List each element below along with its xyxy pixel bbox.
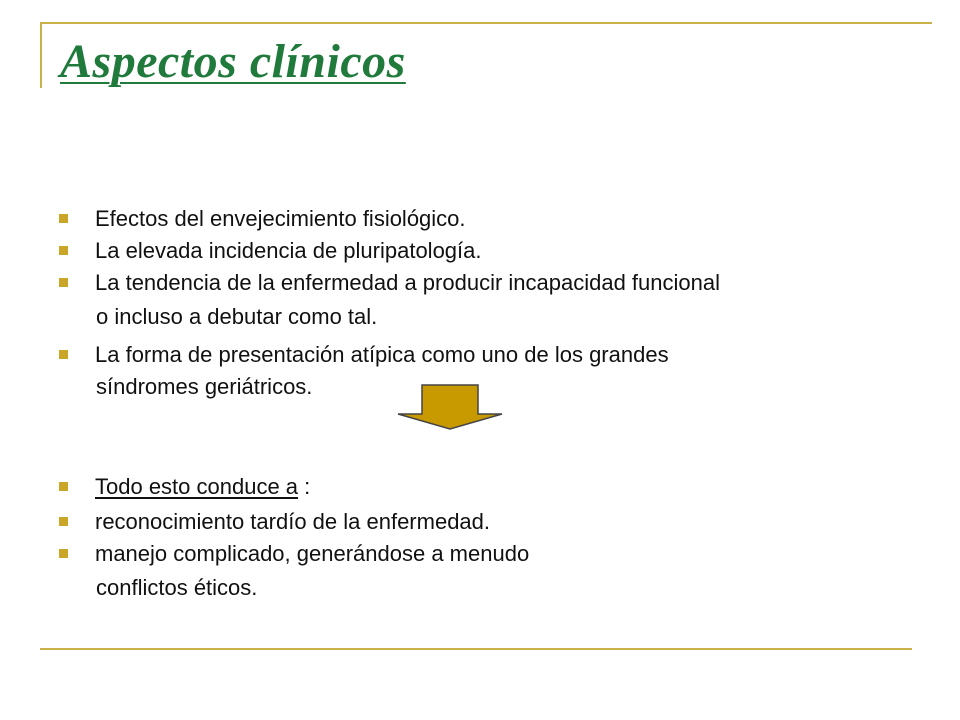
bullet-continuation: síndromes geriátricos. (96, 374, 313, 399)
bullet-marker (59, 517, 68, 526)
bullet-marker (59, 214, 68, 223)
bullet-marker (59, 350, 68, 359)
bullet-text: La elevada incidencia de pluripatología. (95, 238, 482, 263)
bullet-continuation: o incluso a debutar como tal. (96, 304, 378, 329)
bullet-marker (59, 278, 68, 287)
slide-title: Aspectos clínicos (60, 35, 406, 88)
bullet-text (95, 471, 925, 503)
bullet-marker (59, 482, 68, 491)
bullet-text-rest: : (298, 474, 311, 499)
bottom-rule (40, 648, 912, 650)
top-rule-vertical (40, 22, 42, 88)
bullet-continuation: conflictos éticos. (96, 575, 258, 600)
bullet-text: La tendencia de la enfermedad a producir incapacidad funcional (95, 270, 720, 295)
bullet-marker (59, 246, 68, 255)
bullet-text: Efectos del envejecimiento fisiológico. (95, 206, 466, 231)
bullet-text: La forma de presentación atípica como uno de los grandes (95, 342, 669, 367)
down-arrow-icon (396, 384, 504, 430)
underlined-text: Todo esto conduce a (95, 474, 299, 499)
bullet-text: reconocimiento tardío de la enfermedad. (95, 509, 491, 534)
bullet-text: manejo complicado, generándose a menudo (95, 541, 530, 566)
top-rule-horizontal (40, 22, 932, 24)
bullet-marker (59, 549, 68, 558)
